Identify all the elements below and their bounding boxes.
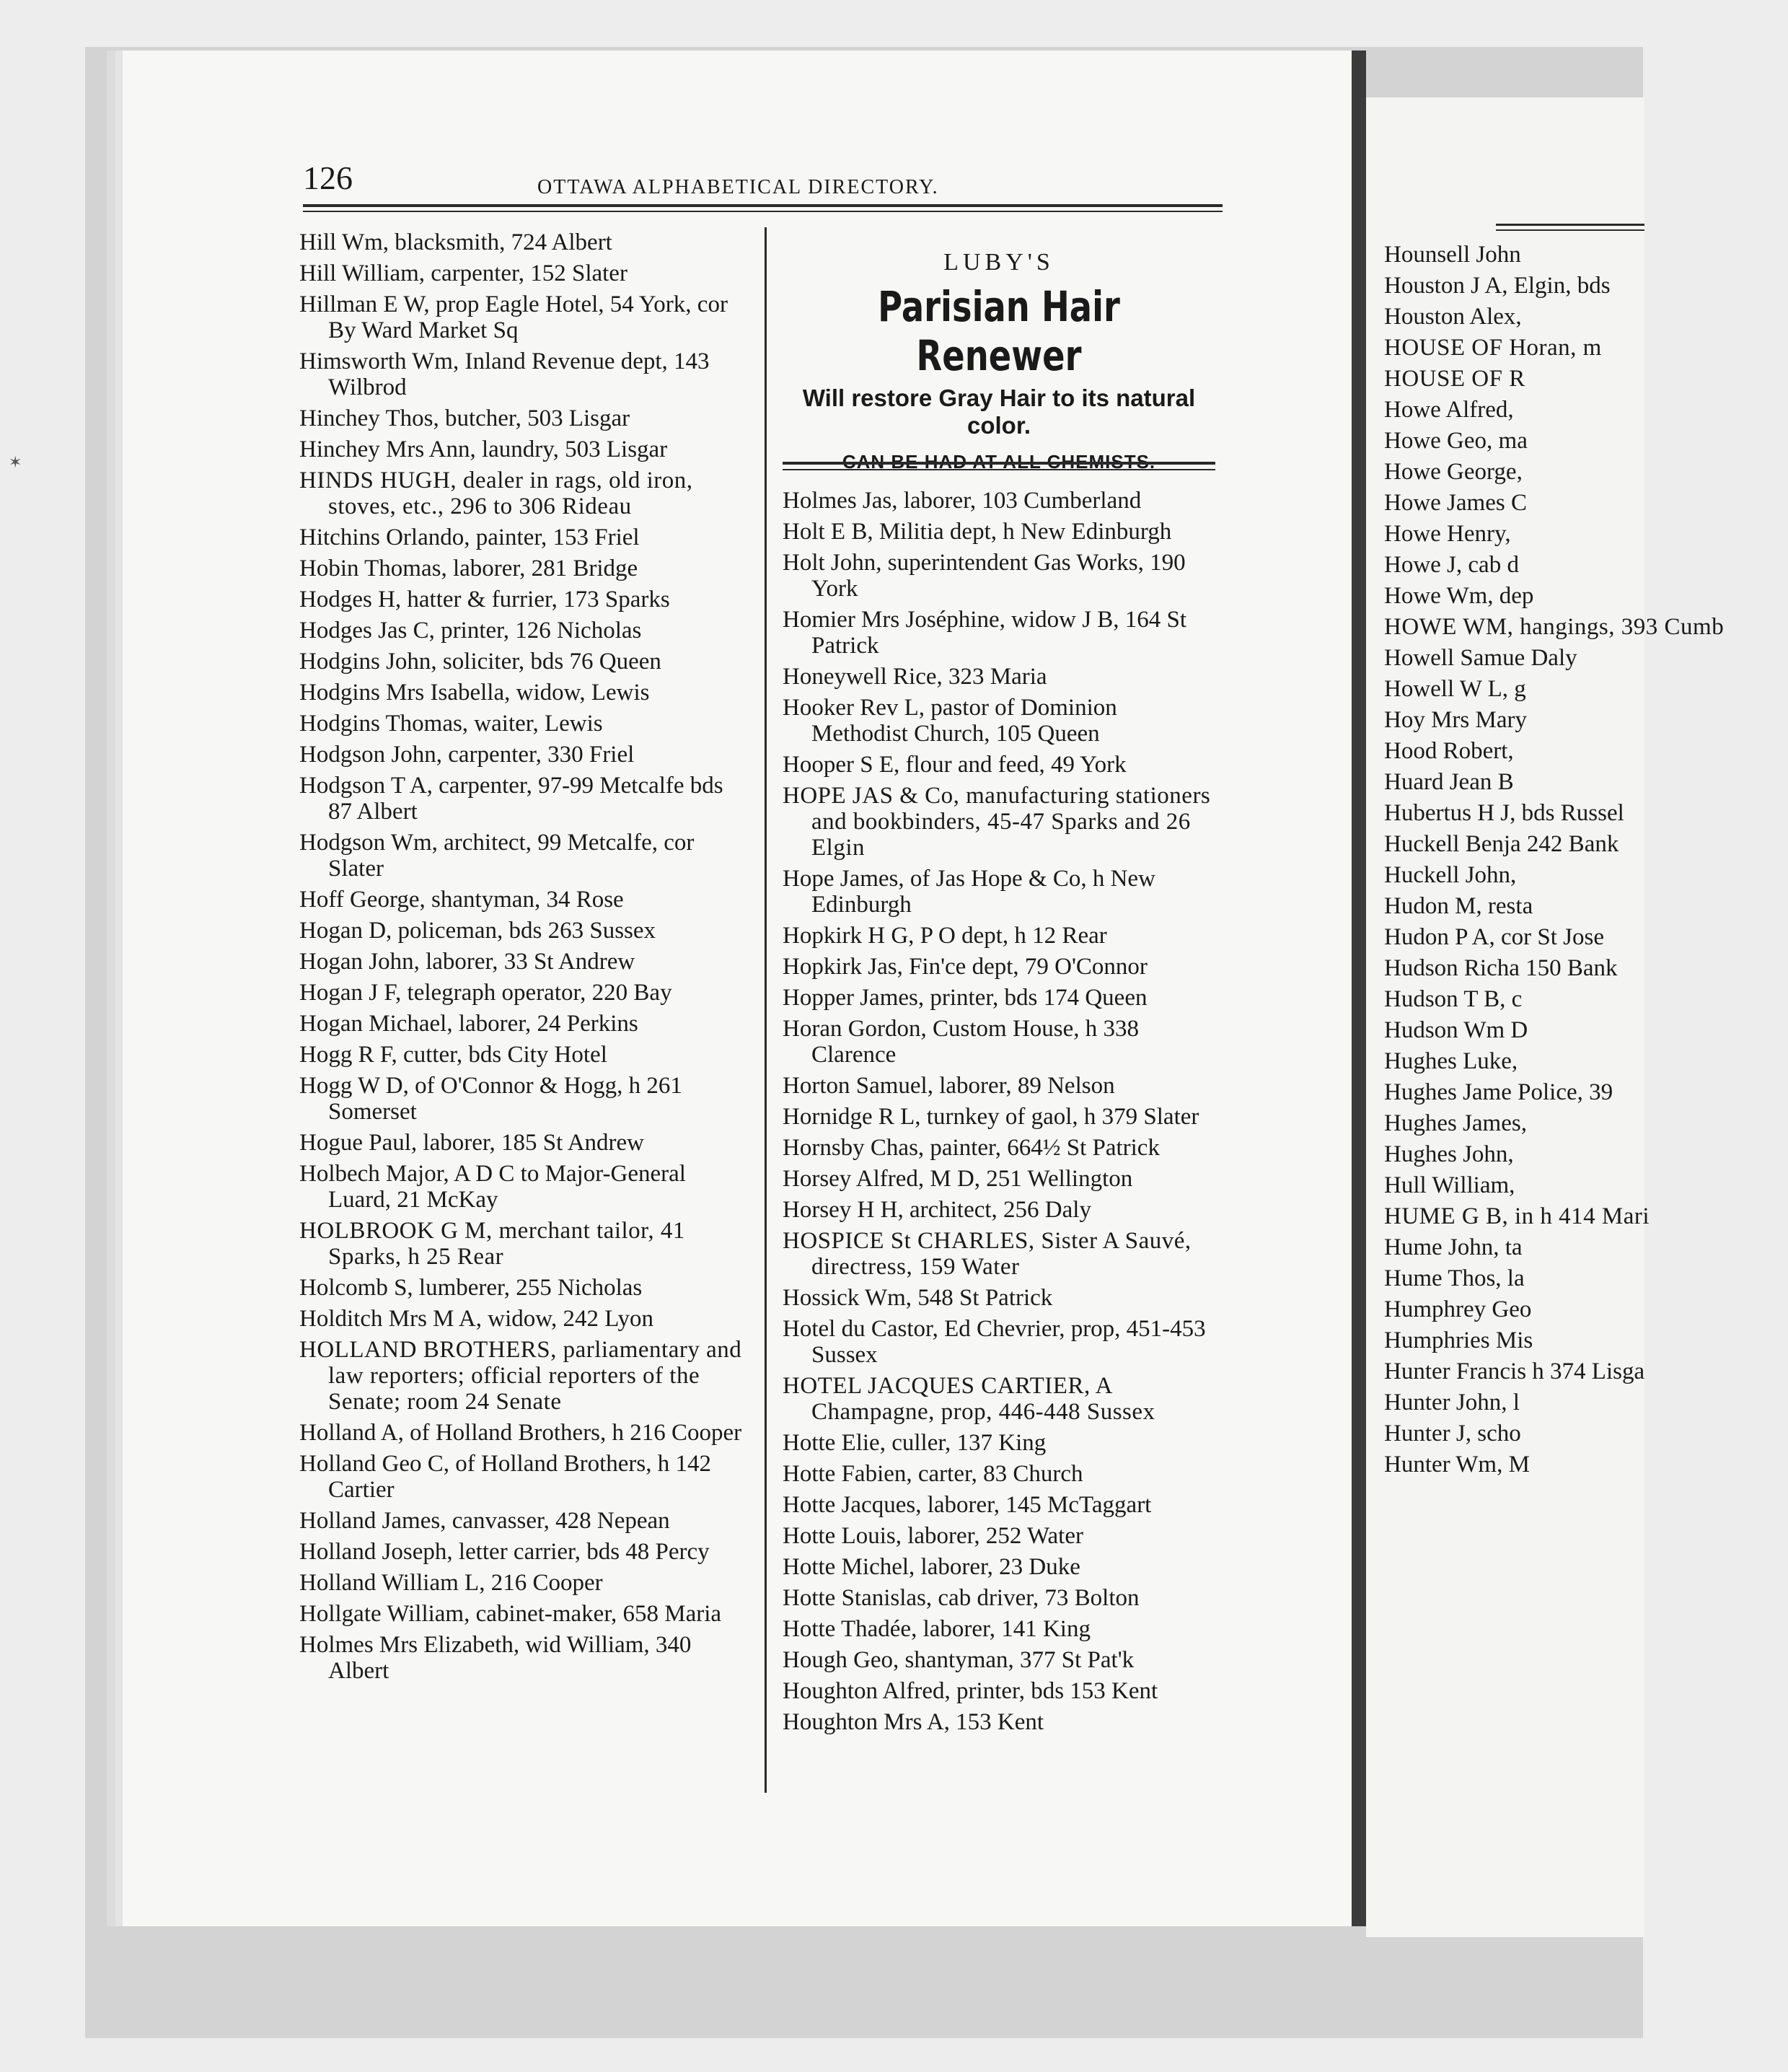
right-page — [1366, 97, 1725, 1937]
directory-entry: Hinchey Mrs Ann, laundry, 503 Lisgar — [299, 436, 668, 462]
directory-entry: Huard Jean B — [1384, 769, 1514, 795]
directory-entry: HOUSE OF R — [1384, 366, 1525, 392]
directory-entry: Hotel du Castor, Ed Chevrier, prop, 451-453 Sussex — [783, 1316, 1206, 1368]
directory-entry: Houston J A, Elgin, bds — [1384, 273, 1611, 299]
directory-entry: Howe Alfred, — [1384, 397, 1514, 423]
directory-entry: Holland Geo C, of Holland Brothers, h 142 Cartier — [299, 1451, 712, 1503]
directory-entry: Howell Samue Daly — [1384, 645, 1577, 671]
directory-entry: Hudson Wm D — [1384, 1017, 1528, 1043]
directory-entry: HOLBROOK G M, merchant tailor, 41 Sparks, h 25 Rear — [299, 1218, 685, 1270]
header-rule-thin — [303, 211, 1223, 212]
directory-entry: Huckell John, — [1384, 862, 1517, 888]
directory-entry: Hume John, ta — [1384, 1234, 1523, 1260]
directory-entry: Hornsby Chas, painter, 664½ St Patrick — [783, 1135, 1160, 1161]
directory-entry: Hodges H, hatter & furrier, 173 Sparks — [299, 587, 670, 613]
directory-entry: Hull William, — [1384, 1172, 1515, 1198]
running-head — [303, 153, 1226, 196]
right-page-rule-thin — [1496, 229, 1644, 231]
directory-entry: Houghton Alfred, printer, bds 153 Kent — [783, 1678, 1158, 1704]
directory-entry: Hubertus H J, bds Russel — [1384, 800, 1624, 826]
directory-entry: Humphrey Geo — [1384, 1296, 1532, 1322]
directory-entry: Hogue Paul, laborer, 185 St Andrew — [299, 1130, 645, 1156]
directory-entry: Hudon M, resta — [1384, 893, 1533, 919]
directory-entry: Holcomb S, lumberer, 255 Nicholas — [299, 1275, 643, 1301]
directory-entry: Hodgins Thomas, waiter, Lewis — [299, 711, 603, 737]
directory-entry: Hughes Jame Police, 39 — [1384, 1079, 1613, 1105]
directory-entry: Hounsell John — [1384, 242, 1521, 268]
directory-entry: Hornidge R L, turnkey of gaol, h 379 Slater — [783, 1104, 1199, 1130]
directory-entry: Hotte Michel, laborer, 23 Duke — [783, 1554, 1080, 1580]
directory-entry: Holt E B, Militia dept, h New Edinburgh — [783, 519, 1172, 545]
directory-entry: Hunter Francis h 374 Lisga — [1384, 1358, 1645, 1384]
directory-column-right — [1384, 242, 1788, 1483]
ad-rule-thin — [783, 469, 1215, 470]
directory-entry: Hopkirk Jas, Fin'ce dept, 79 O'Connor — [783, 954, 1148, 980]
directory-entry: Holland A, of Holland Brothers, h 216 Cooper — [299, 1420, 742, 1446]
directory-entry: Howe Henry, — [1384, 521, 1511, 547]
directory-entry: HOSPICE St CHARLES, Sister A Sauvé, directress, 159 Water — [783, 1228, 1192, 1280]
directory-entry: Hill William, carpenter, 152 Slater — [299, 260, 627, 286]
directory-entry: Houghton Mrs A, 153 Kent — [783, 1709, 1044, 1735]
directory-entry: Hudon P A, cor St Jose — [1384, 924, 1604, 950]
directory-entry: Humphries Mis — [1384, 1327, 1533, 1353]
directory-entry: Hoff George, shantyman, 34 Rose — [299, 887, 624, 913]
ad-description: Will restore Gray Hair to its natural color. — [802, 385, 1196, 439]
directory-entry: Hudson T B, c — [1384, 986, 1523, 1012]
column-separator — [765, 227, 767, 1793]
directory-entry: Hough Geo, shantyman, 377 St Pat'k — [783, 1647, 1135, 1673]
directory-entry: Hollgate William, cabinet-maker, 658 Maria — [299, 1601, 722, 1627]
directory-entry: Hope James, of Jas Hope & Co, h New Edinburgh — [783, 866, 1155, 918]
directory-entry: Hodgson Wm, architect, 99 Metcalfe, cor Slater — [299, 830, 695, 882]
directory-entry: Horton Samuel, laborer, 89 Nelson — [783, 1073, 1115, 1099]
directory-entry: Hughes James, — [1384, 1110, 1527, 1136]
right-page-rule — [1496, 224, 1644, 226]
directory-entry: Holland Joseph, letter carrier, bds 48 Percy — [299, 1539, 710, 1565]
directory-entry: Howe James C — [1384, 490, 1527, 516]
directory-entry: HOPE JAS & Co, manufacturing stationers and bookbinders, 45-47 Sparks and 26 Elgin — [783, 783, 1211, 861]
directory-entry: Hobin Thomas, laborer, 281 Bridge — [299, 556, 638, 581]
directory-entry: Hopkirk H G, P O dept, h 12 Rear — [783, 923, 1107, 949]
scan-speck-icon: ✶ — [9, 453, 22, 471]
directory-entry: Hood Robert, — [1384, 738, 1514, 764]
directory-entry: Hunter Wm, M — [1384, 1452, 1530, 1478]
directory-entry: Hogan John, laborer, 33 St Andrew — [299, 949, 635, 975]
page-number: 126 — [303, 159, 353, 196]
directory-entry: Hill Wm, blacksmith, 724 Albert — [299, 229, 612, 255]
directory-entry: Horsey Alfred, M D, 251 Wellington — [783, 1166, 1133, 1192]
header-rule — [303, 204, 1223, 207]
ad-brand: LUBY'S — [943, 249, 1054, 276]
directory-entry: HOWE WM, hangings, 393 Cumb — [1384, 614, 1725, 640]
directory-entry: Hunter J, scho — [1384, 1421, 1521, 1447]
directory-entry: Horsey H H, architect, 256 Daly — [783, 1197, 1091, 1223]
directory-entry: HOLLAND BROTHERS, parliamentary and law reporters; official reporters of the Senate; room 24 Senate — [299, 1337, 742, 1415]
directory-entry: Hooper S E, flour and feed, 49 York — [783, 752, 1127, 778]
directory-entry: Hughes Luke, — [1384, 1048, 1518, 1074]
directory-entry: Hotte Jacques, laborer, 145 McTaggart — [783, 1492, 1152, 1518]
directory-entry: Holt John, superintendent Gas Works, 190 York — [783, 550, 1186, 602]
directory-entry: Honeywell Rice, 323 Maria — [783, 664, 1047, 690]
directory-entry: Hughes John, — [1384, 1141, 1514, 1167]
directory-entry: HINDS HUGH, dealer in rags, old iron, stoves, etc., 296 to 306 Rideau — [299, 467, 693, 519]
ad-rule — [783, 462, 1215, 465]
book-gutter — [1352, 51, 1366, 1926]
directory-entry: Hotte Thadée, laborer, 141 King — [783, 1616, 1091, 1642]
ad-product: Parisian Hair Renewer — [878, 282, 1120, 380]
directory-entry: Hodges Jas C, printer, 126 Nicholas — [299, 618, 642, 644]
directory-entry: Howe George, — [1384, 459, 1523, 485]
directory-entry: Hotte Elie, culler, 137 King — [783, 1430, 1047, 1456]
directory-entry: Hogg R F, cutter, bds City Hotel — [299, 1042, 607, 1068]
directory-entry: Howe J, cab d — [1384, 552, 1519, 578]
directory-entry: Huckell Benja 242 Bank — [1384, 831, 1619, 857]
directory-entry: Hotte Fabien, carter, 83 Church — [783, 1461, 1083, 1487]
directory-entry: Hotte Stanislas, cab driver, 73 Bolton — [783, 1585, 1140, 1611]
directory-entry: HOTEL JACQUES CARTIER, A Champagne, prop, 446-448 Sussex — [783, 1373, 1155, 1425]
directory-entry: Hoy Mrs Mary — [1384, 707, 1527, 733]
directory-entry: Hunter John, l — [1384, 1390, 1520, 1415]
advertisement — [783, 249, 1215, 473]
running-head-title: OTTAWA ALPHABETICAL DIRECTORY. — [537, 176, 939, 198]
directory-entry: Himsworth Wm, Inland Revenue dept, 143 Wilbrod — [299, 348, 710, 400]
directory-entry: Holmes Mrs Elizabeth, wid William, 340 Albert — [299, 1632, 692, 1684]
directory-entry: Hodgins John, soliciter, bds 76 Queen — [299, 649, 661, 675]
directory-entry: Howell W L, g — [1384, 676, 1526, 702]
directory-entry: Hogan D, policeman, bds 263 Sussex — [299, 918, 656, 944]
directory-column-left — [299, 229, 747, 1689]
directory-entry: Hillman E W, prop Eagle Hotel, 54 York, cor By Ward Market Sq — [299, 291, 728, 343]
directory-entry: Hodgins Mrs Isabella, widow, Lewis — [299, 680, 650, 706]
directory-entry: Hogg W D, of O'Connor & Hogg, h 261 Somerset — [299, 1073, 682, 1125]
directory-column-middle — [783, 488, 1215, 1740]
directory-entry: Hopper James, printer, bds 174 Queen — [783, 985, 1148, 1011]
directory-entry: Holland James, canvasser, 428 Nepean — [299, 1508, 670, 1534]
directory-entry: Howe Wm, dep — [1384, 583, 1534, 609]
directory-entry: Hodgson John, carpenter, 330 Friel — [299, 742, 635, 768]
directory-entry: Hume Thos, la — [1384, 1265, 1525, 1291]
directory-entry: Hogan Michael, laborer, 24 Perkins — [299, 1011, 638, 1037]
directory-entry: Hogan J F, telegraph operator, 220 Bay — [299, 980, 672, 1006]
directory-entry: Houston Alex, — [1384, 304, 1522, 330]
directory-entry: Hudson Richa 150 Bank — [1384, 955, 1618, 981]
directory-entry: Hooker Rev L, pastor of Dominion Methodist Church, 105 Queen — [783, 695, 1117, 747]
directory-entry: HUME G B, in h 414 Mari — [1384, 1203, 1650, 1229]
directory-entry: Hossick Wm, 548 St Patrick — [783, 1285, 1053, 1311]
directory-entry: Homier Mrs Joséphine, widow J B, 164 St Patrick — [783, 607, 1187, 659]
directory-entry: Hotte Louis, laborer, 252 Water — [783, 1523, 1083, 1549]
directory-entry: Hinchey Thos, butcher, 503 Lisgar — [299, 405, 630, 431]
directory-entry: Holditch Mrs M A, widow, 242 Lyon — [299, 1306, 654, 1332]
directory-entry: Holbech Major, A D C to Major-General Luard, 21 McKay — [299, 1161, 686, 1213]
directory-entry: Hodgson T A, carpenter, 97-99 Metcalfe bds 87 Albert — [299, 773, 723, 825]
directory-entry: HOUSE OF Horan, m — [1384, 335, 1602, 361]
directory-entry: Holland William L, 216 Cooper — [299, 1570, 603, 1596]
directory-entry: Hitchins Orlando, painter, 153 Friel — [299, 524, 640, 550]
directory-entry: Horan Gordon, Custom House, h 338 Clarence — [783, 1016, 1140, 1068]
directory-entry: Howe Geo, ma — [1384, 428, 1528, 454]
directory-entry: Holmes Jas, laborer, 103 Cumberland — [783, 488, 1142, 514]
